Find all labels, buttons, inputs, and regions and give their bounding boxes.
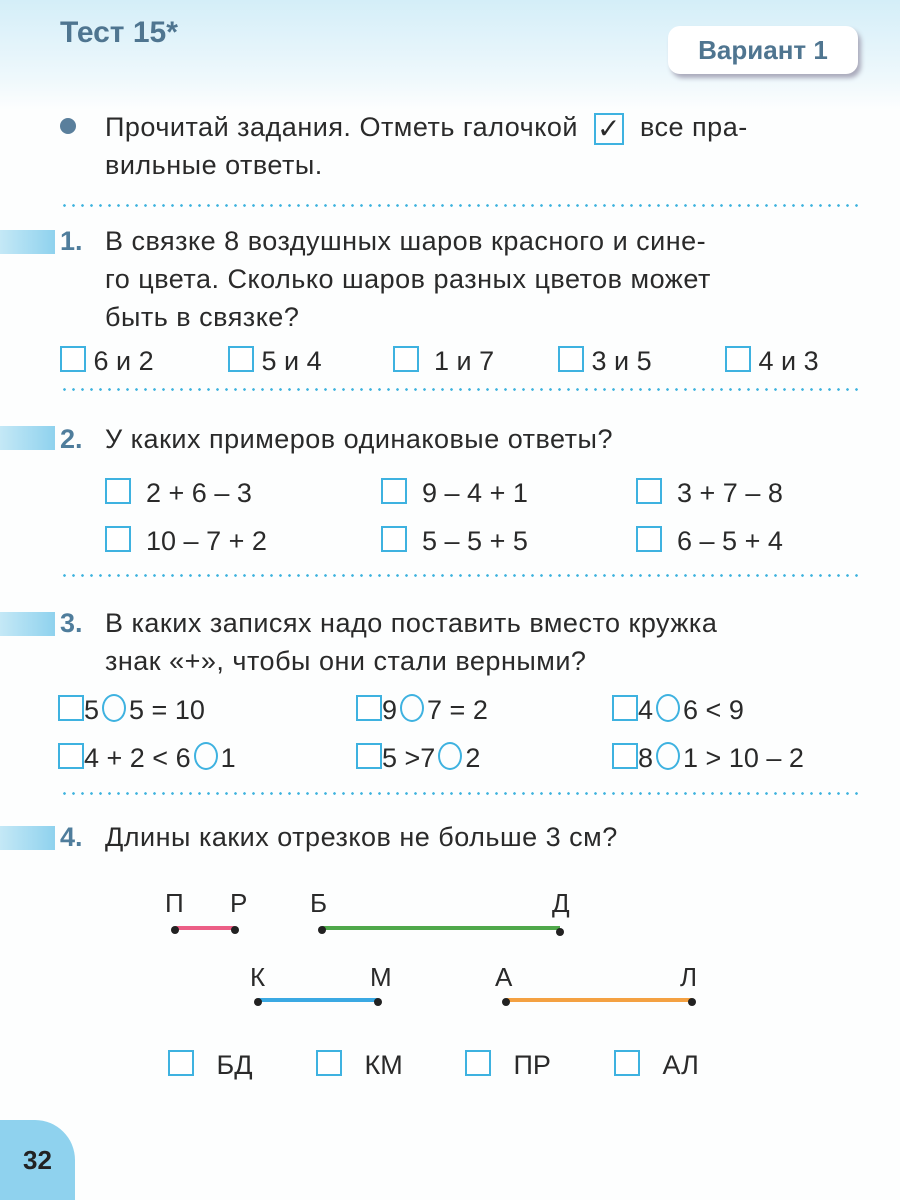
expr-right: 1 > 10 – 2 [683,743,804,773]
expr-left: 5 [84,695,100,725]
question-3-text [105,604,717,680]
point-label: А [495,962,513,992]
checkbox[interactable] [636,478,662,504]
option-label: 4 и 3 [758,346,819,376]
option-label: БД [216,1050,253,1080]
text-line: В каких записях надо поставить вместо кружка [105,608,718,638]
q4-option[interactable] [316,1050,403,1081]
point-dot [374,998,382,1006]
segment-bd [322,926,560,930]
expr-left: 9 [382,695,398,725]
point-dot [171,926,179,934]
q3-option[interactable] [58,694,205,726]
option-label: КМ [364,1050,403,1080]
expr-left: 4 [638,695,654,725]
page-number: 32 [0,1120,75,1200]
instruction-text: Прочитай задания. Отметь галочкой [105,112,578,142]
segment-al [506,998,692,1002]
q3-option[interactable] [356,742,480,774]
checkbox[interactable] [636,526,662,552]
expr-right: 7 = 2 [427,695,488,725]
q4-option[interactable] [168,1050,253,1081]
instruction [105,108,748,184]
variant-badge: Вариант 1 [668,26,858,74]
checkmark-icon: ✓ [594,113,624,145]
q2-option[interactable] [636,478,783,509]
option-label: 9 – 4 + 1 [422,478,528,508]
q1-option[interactable] [60,346,154,377]
question-1-text [105,222,711,336]
option-label: 3 и 5 [591,346,652,376]
bullet-icon [60,118,76,134]
q2-option[interactable] [381,526,528,557]
checkbox[interactable] [612,695,638,721]
expr-left: 5 >7 [382,743,436,773]
point-label: М [370,962,392,992]
page-title: Тест 15* [60,16,178,49]
checkbox[interactable] [60,346,86,372]
point-dot [688,998,696,1006]
expr-right: 2 [465,743,481,773]
segment-km [258,998,378,1002]
q1-option[interactable] [558,346,652,377]
question-number: 4. [60,822,83,852]
expr-left: 4 + 2 < 6 [84,743,191,773]
q2-option[interactable] [636,526,783,557]
point-label: Л [680,962,698,992]
checkbox[interactable] [465,1050,491,1076]
segment-pr [175,926,235,930]
checkbox[interactable] [105,526,131,552]
q4-option[interactable] [465,1050,551,1081]
q4-option[interactable] [614,1050,699,1081]
text-line: знак «+», чтобы они стали верными? [105,646,587,676]
q1-option[interactable] [393,346,494,377]
question-2-text: У каких примеров одинаковые ответы? [105,424,613,454]
checkbox[interactable] [725,346,751,372]
q3-option[interactable] [58,742,236,774]
q3-option[interactable] [356,694,488,726]
question-number: 1. [60,226,83,256]
option-label: 10 – 7 + 2 [146,526,267,556]
q1-option[interactable] [228,346,322,377]
question-marker [0,826,55,850]
expr-left: 8 [638,743,654,773]
q2-option[interactable] [105,478,252,509]
q3-option[interactable] [612,694,744,726]
option-label: 1 и 7 [434,346,495,376]
expr-right: 5 = 10 [129,695,205,725]
checkbox[interactable] [558,346,584,372]
checkbox[interactable] [316,1050,342,1076]
divider [60,792,860,795]
question-marker [0,612,55,636]
checkbox[interactable] [228,346,254,372]
checkbox[interactable] [356,743,382,769]
question-marker [0,230,55,254]
point-label: Б [310,888,328,918]
question-number: 3. [60,608,83,638]
point-dot [556,928,564,936]
checkbox[interactable] [105,478,131,504]
q1-option[interactable] [725,346,819,377]
text-line: го цвета. Сколько шаров разных цветов может [105,264,711,294]
option-label: 5 – 5 + 5 [422,526,528,556]
question-4-text: Длины каких отрезков не больше 3 см? [105,822,618,852]
option-label: 5 и 4 [261,346,322,376]
option-label: 2 + 6 – 3 [146,478,252,508]
point-label: Д [552,888,570,918]
text-line: быть в связке? [105,302,300,332]
question-marker [0,426,55,450]
checkbox[interactable] [356,695,382,721]
text-line: В связке 8 воздушных шаров красного и сине- [105,226,707,256]
point-label: П [165,888,184,918]
q3-option[interactable] [612,742,804,774]
expr-right: 6 < 9 [683,695,744,725]
circle-icon [400,694,424,722]
divider [60,574,860,577]
point-dot [231,926,239,934]
checkbox[interactable] [381,526,407,552]
divider [60,204,860,207]
point-dot [254,998,262,1006]
circle-icon [656,742,680,770]
instruction-text-cont: все пра- [640,112,748,142]
option-label: АЛ [662,1050,699,1080]
checkbox[interactable] [612,743,638,769]
option-label: ПР [513,1050,551,1080]
point-label: Р [230,888,248,918]
point-dot [502,998,510,1006]
question-number: 2. [60,424,83,454]
checkbox[interactable] [58,695,84,721]
option-label: 6 и 2 [93,346,154,376]
instruction-text-line2: вильные ответы. [105,150,323,180]
point-label: К [250,962,266,992]
checkbox[interactable] [168,1050,194,1076]
checkbox[interactable] [381,478,407,504]
circle-icon [102,694,126,722]
circle-icon [194,742,218,770]
q2-option[interactable] [105,526,267,557]
circle-icon [438,742,462,770]
point-dot [318,926,326,934]
circle-icon [656,694,680,722]
option-label: 6 – 5 + 4 [677,526,783,556]
divider [60,388,860,391]
checkbox[interactable] [614,1050,640,1076]
checkbox[interactable] [58,743,84,769]
option-label: 3 + 7 – 8 [677,478,783,508]
checkbox[interactable] [393,346,419,372]
expr-right: 1 [220,743,236,773]
q2-option[interactable] [381,478,528,509]
